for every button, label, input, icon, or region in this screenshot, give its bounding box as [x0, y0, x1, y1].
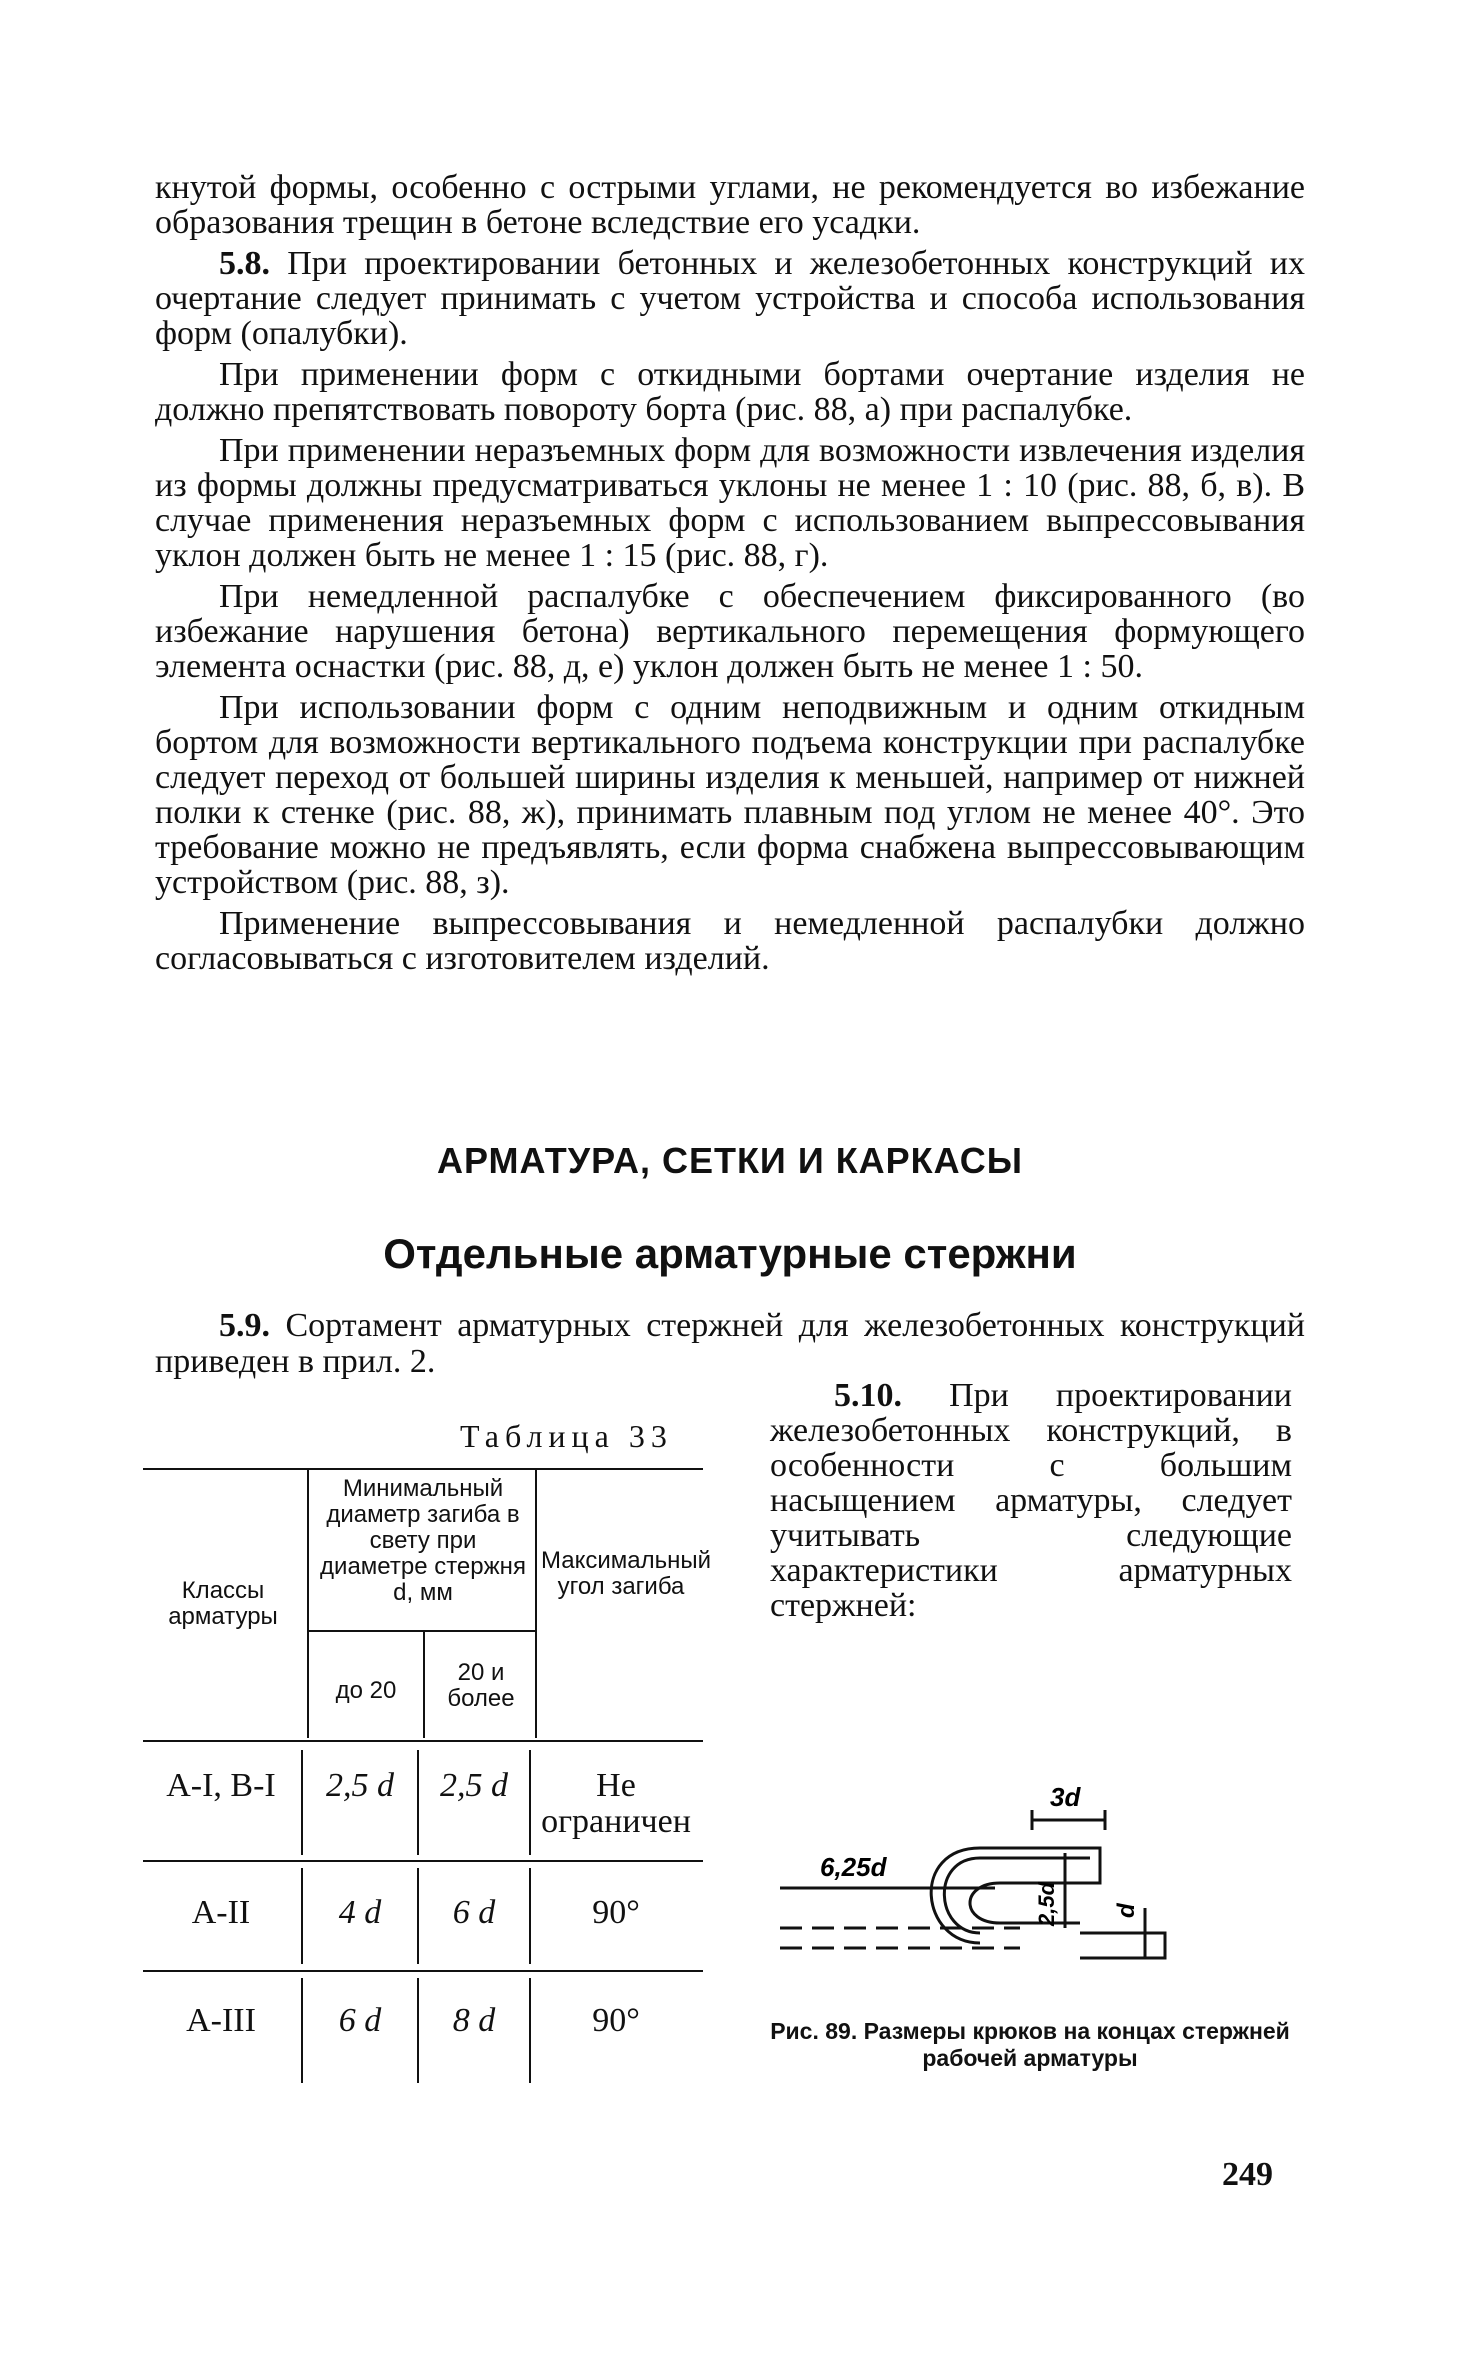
- table-rule: [143, 1970, 703, 1972]
- row-value: 2,5 d: [326, 1767, 394, 1804]
- paragraph: При использовании форм с одним неподвижным и одним откидным бортом для возможности вертикального подъема конструкции при распалубке следует переход от большей ширины изделия к меньшей, например от нижней полки к стенке (рис. 88, ж), принимать плавным под углом не менее 40°. Это требование можно не предъявлять, если форма снабжена выпрессовывающим устройством (рис. 88, з).: [155, 689, 1305, 901]
- row-angle: 90°: [592, 1894, 640, 1931]
- row-angle: Не ограничен: [541, 1767, 691, 1840]
- table-rule: [423, 1631, 425, 1738]
- subsection-title: Отдельные арматурные стержни: [383, 1230, 1077, 1277]
- bar-end: [1080, 1933, 1165, 1958]
- paragraph: При применении неразъемных форм для возможности извлечения изделия из формы должны предусматриваться уклоны не менее 1 : 10 (рис. 88, б, в). В случае применения неразъемных форм с использованием выпрессовывания уклон должен быть не менее 1 : 15 (рис. 88, г).: [155, 432, 1305, 574]
- row-class: A-III: [186, 2002, 256, 2039]
- label-25d: 2,5d: [1034, 1881, 1059, 1926]
- paragraph-5-8: [155, 246, 1305, 351]
- table-33: [143, 1468, 712, 2168]
- row-class: A-II: [191, 1894, 251, 1931]
- page-number: 249: [1222, 2156, 1273, 2193]
- table-rule: [143, 1860, 703, 1862]
- paragraph: Применение выпрессовывания и немедленной распалубки должно согласовываться с изготовителем изделий.: [155, 905, 1305, 977]
- table-caption: Таблица 33: [460, 1418, 673, 1454]
- label-d: d: [1113, 1903, 1140, 1918]
- hook-dimensions-figure: [770, 1758, 1290, 2008]
- label-625d: 6,25d: [820, 1852, 887, 1882]
- paragraph: кнутой формы, особенно с острыми углами, не рекомендуется во избежание образования трещин в бетоне вследствие его усадки.: [155, 169, 1305, 241]
- body-text: [155, 170, 1305, 976]
- paragraph-text: При проектировании бетонных и железобетонных конструкций их очертание следует принимать с учетом устройства и способа использования форм (опалубки).: [155, 245, 1306, 352]
- row-class: A-I, B-I: [166, 1767, 276, 1804]
- row-value: 2,5 d: [440, 1767, 508, 1804]
- row-value: 6 d: [452, 1894, 496, 1931]
- header-class: Классы арматуры: [168, 1577, 278, 1630]
- header-20-and-more: 20 и более: [447, 1659, 515, 1712]
- header-up-to-20: до 20: [335, 1677, 397, 1704]
- paragraph-text: Сортамент арматурных стержней для железобетонных конструкций приведен в прил. 2.: [155, 1307, 1306, 1380]
- table-rule: [535, 1468, 537, 1738]
- paragraph-5-9: [155, 1308, 1305, 1380]
- section-title: АРМАТУРА, СЕТКИ И КАРКАСЫ: [437, 1140, 1023, 1181]
- table-rule: [143, 1468, 703, 1470]
- table-rule: [308, 1630, 536, 1632]
- paragraph-5-10: [770, 1378, 1292, 1623]
- clause-number: 5.8.: [219, 245, 270, 282]
- paragraph: При немедленной распалубке с обеспечением фиксированного (во избежание нарушения бетона) вертикального перемещения формующего элемента оснастки (рис. 88, д, е) уклон должен быть не менее 1 : 50.: [155, 578, 1305, 685]
- row-value: 8 d: [452, 2002, 496, 2039]
- paragraph-text: При проектировании железобетонных конструкций, в особенности с большим насыщением арматуры, следует учитывать следующие характеристики арматурных стержней:: [770, 1377, 1293, 1624]
- label-3d: 3d: [1050, 1782, 1081, 1812]
- row-value: 6 d: [338, 2002, 382, 2039]
- table-rule: [529, 1750, 531, 1855]
- figure-caption: Рис. 89. Размеры крюков на концах стержней рабочей арматуры: [770, 2018, 1290, 2071]
- clause-number: 5.9.: [219, 1307, 270, 1344]
- row-value: 4 d: [338, 1894, 382, 1931]
- clause-number: 5.10.: [834, 1377, 902, 1414]
- header-max-angle: Максимальный угол загиба: [541, 1547, 712, 1600]
- row-angle: 90°: [592, 2002, 640, 2039]
- header-min-diameter: Минимальный диаметр загиба в свету при диаметре стержня d, мм: [320, 1475, 526, 1606]
- table-rule: [143, 1740, 703, 1742]
- paragraph: При применении форм с откидными бортами очертание изделия не должно препятствовать повороту борта (рис. 88, а) при распалубке.: [155, 356, 1305, 428]
